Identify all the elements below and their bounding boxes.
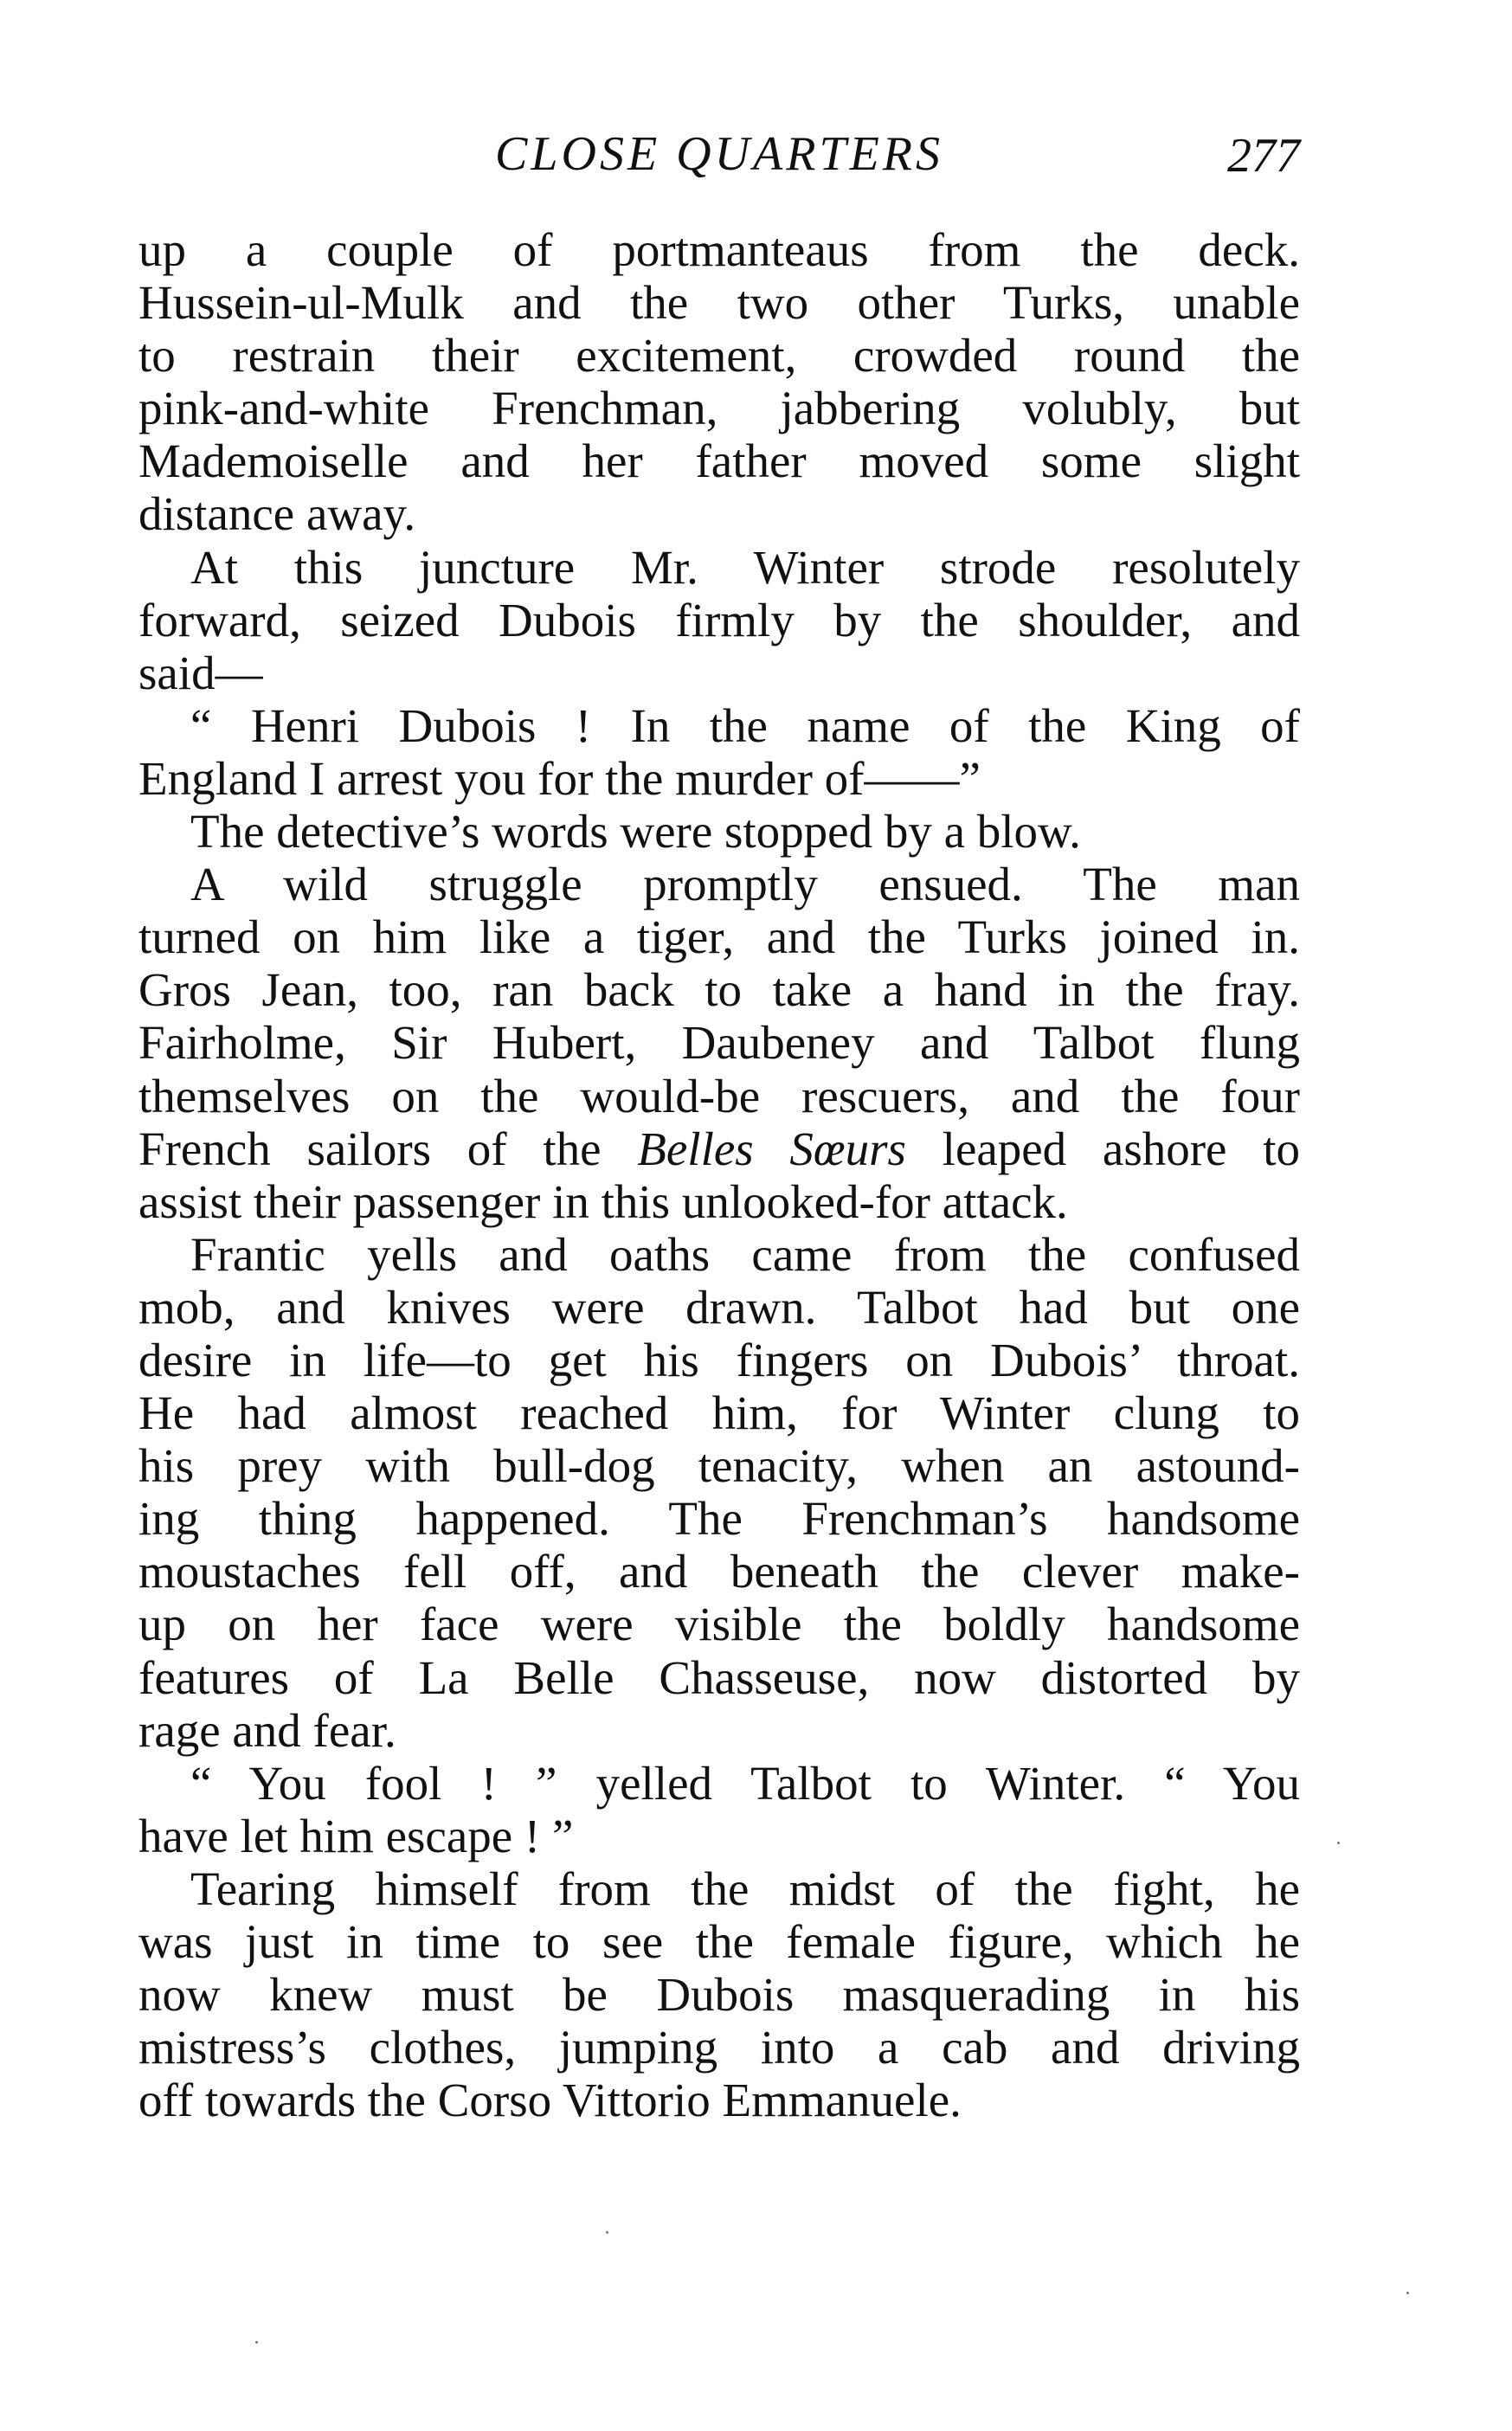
paper-speck [1406, 2292, 1409, 2294]
text-line: He had almost reached him, for Winter clung to [138, 1386, 1300, 1440]
text-line: turned on him like a tiger, and the Turks joined in. [138, 910, 1300, 964]
text-line: up a couple of portmanteaus from the deck. [138, 223, 1300, 276]
text-line: Frantic yells and oaths came from the confused [190, 1227, 1300, 1281]
text-line: was just in time to see the female figure, which he [138, 1915, 1300, 1968]
paper-speck [255, 2341, 258, 2344]
text-line: Tearing himself from the midst of the fight, he [190, 1862, 1300, 1915]
text-line: Gros Jean, too, ran back to take a hand in the fray. [138, 963, 1300, 1017]
text-line: up on her face were visible the boldly handsome [138, 1598, 1300, 1651]
page-number: 277 [1227, 129, 1300, 183]
text-line: pink-and-white Frenchman, jabbering volubly, but [138, 382, 1300, 435]
text-line: forward, seized Dubois firmly by the shoulder, and [138, 593, 1300, 646]
text-line: A wild struggle promptly ensued. The man [190, 858, 1300, 911]
body-text [138, 223, 1300, 2126]
text-line: rage and fear. [138, 1703, 396, 1757]
running-title: CLOSE QUARTERS [495, 127, 943, 181]
text-segment: leaped ashore to [905, 1122, 1300, 1175]
text-line: ing thing happened. The Frenchman’s handsome [138, 1492, 1300, 1546]
text-line: desire in life—to get his fingers on Dubois’ throat. [138, 1333, 1300, 1386]
text-line: “ You fool ! ” yelled Talbot to Winter. “ You [190, 1756, 1300, 1810]
text-line [138, 1122, 1300, 1175]
text-line: have let him escape ! ” [138, 1809, 574, 1862]
text-line: The detective’s words were stopped by a blow. [190, 805, 1081, 859]
text-line: themselves on the would-be rescuers, and the four [138, 1069, 1300, 1122]
text-segment: French sailors of the [138, 1122, 638, 1175]
text-line: “ Henri Dubois ! In the name of the King of [190, 698, 1300, 752]
text-line: features of La Belle Chasseuse, now distorted by [138, 1650, 1300, 1704]
paper-speck [606, 2231, 608, 2234]
running-head [138, 119, 1300, 189]
text-line: distance away. [138, 487, 416, 541]
paper-speck [1337, 1842, 1340, 1844]
text-line: his prey with bull-dog tenacity, when an astound- [138, 1439, 1300, 1493]
text-line: moustaches fell off, and beneath the clever make- [138, 1545, 1300, 1598]
ship-name: Belles Sœurs [637, 1122, 906, 1175]
text-line: Hussein-ul-Mulk and the two other Turks, unable [138, 276, 1300, 330]
text-line: to restrain their excitement, crowded round the [138, 329, 1300, 383]
text-line: mob, and knives were drawn. Talbot had but one [138, 1280, 1300, 1334]
text-line: Fairholme, Sir Hubert, Daubeney and Talbot flung [138, 1016, 1300, 1070]
text-line: Mademoiselle and her father moved some slight [138, 434, 1300, 488]
text-line: England I arrest you for the murder of——” [138, 751, 981, 805]
text-line: mistress’s clothes, jumping into a cab and driving [138, 2021, 1300, 2074]
text-line: said— [138, 646, 263, 699]
text-line: At this juncture Mr. Winter strode resolutely [190, 540, 1300, 594]
text-line: assist their passenger in this unlooked-for attack. [138, 1174, 1068, 1228]
text-line: off towards the Corso Vittorio Emmanuele. [138, 2074, 962, 2127]
text-line: now knew must be Dubois masquerading in his [138, 1968, 1300, 2022]
